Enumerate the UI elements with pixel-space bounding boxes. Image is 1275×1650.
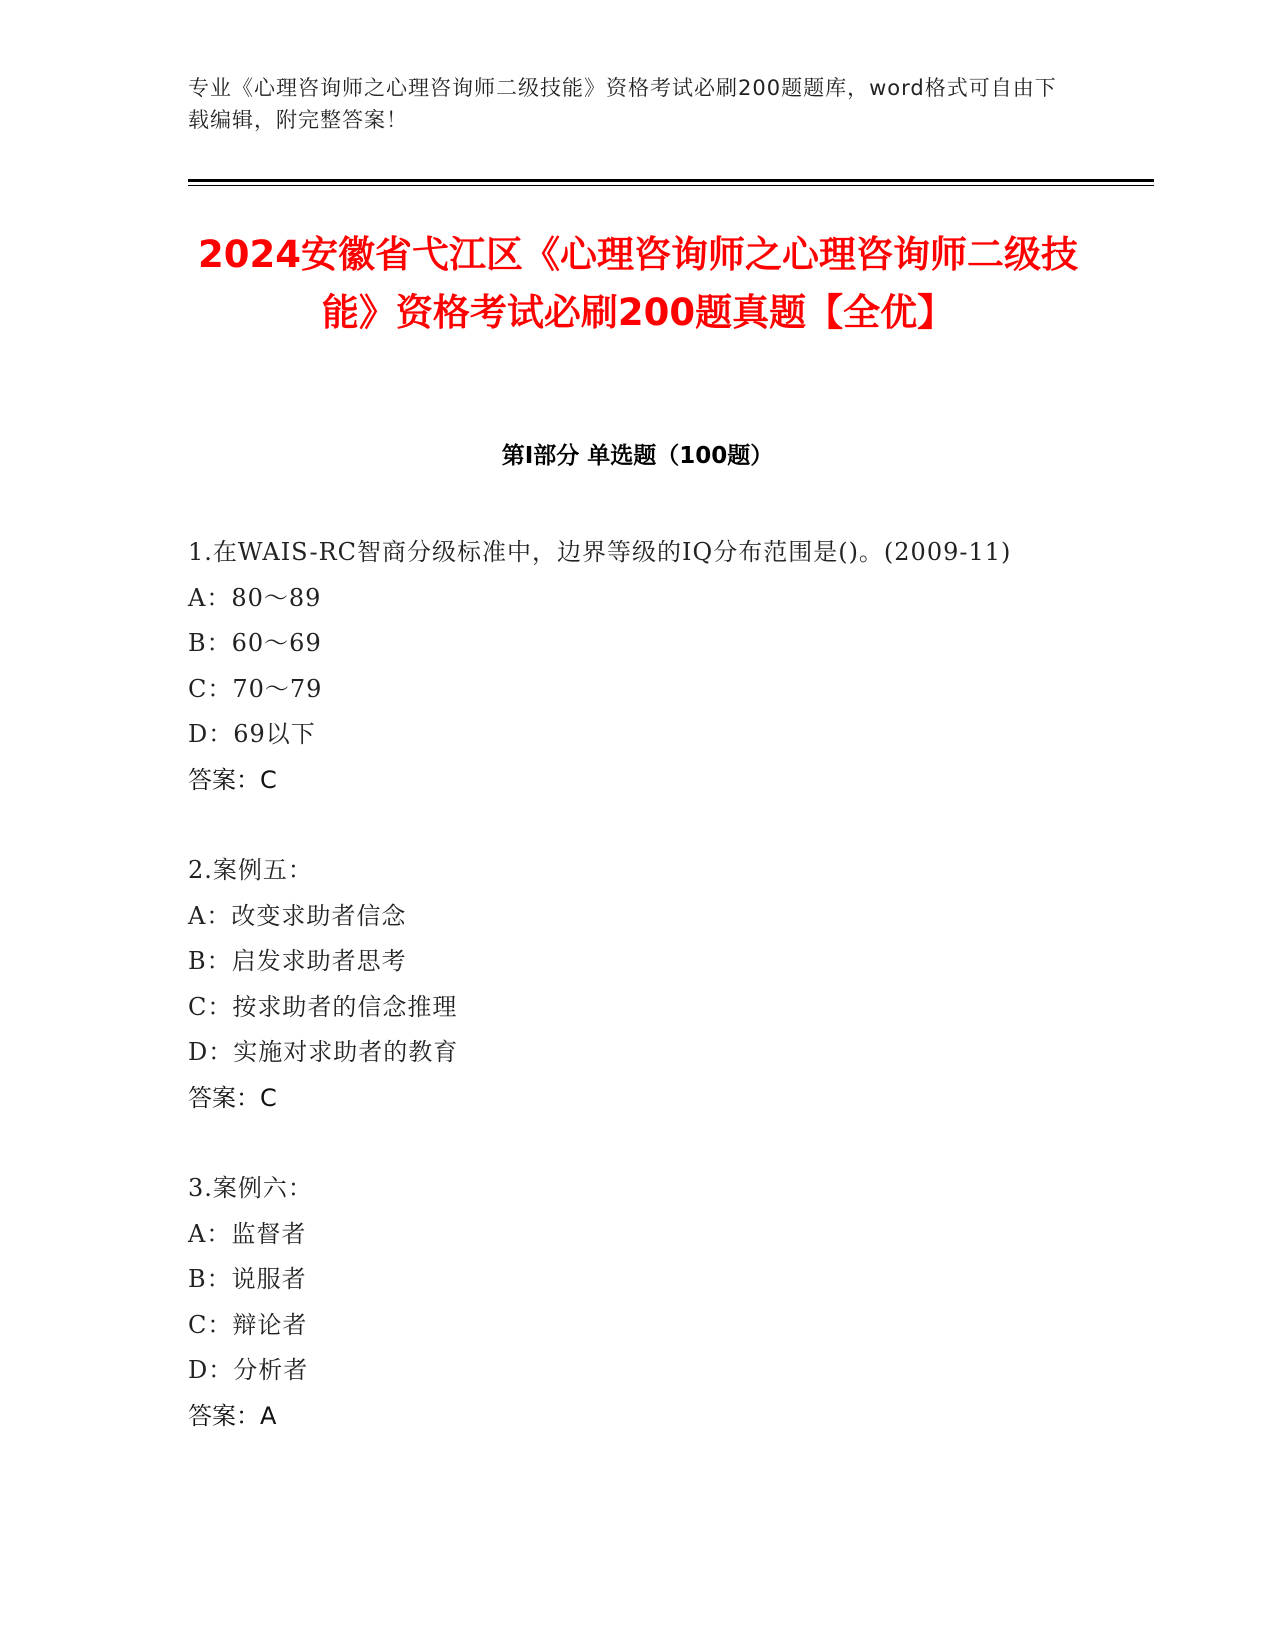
option-a: A：改变求助者信念: [188, 901, 407, 930]
option-b: B：启发求助者思考: [188, 947, 407, 975]
header-rule-thin: [188, 185, 1154, 186]
question-answer: 答案：C: [188, 1083, 277, 1112]
question-stem: 2.案例五：: [188, 856, 313, 884]
question-answer: 答案：A: [188, 1401, 277, 1430]
header-rule-thick: [188, 179, 1154, 182]
header-note: 专业《心理咨询师之心理咨询师二级技能》资格考试必刷200题题库，word格式可自由下载编辑，附完整答案！: [188, 76, 1057, 132]
question-item: [188, 530, 1078, 803]
option-a: A：监督者: [188, 1219, 307, 1248]
option-a: A：80～89: [188, 583, 322, 612]
section-title: 第Ⅰ部分 单选题（100题）: [501, 443, 774, 469]
option-b: B：说服者: [188, 1265, 307, 1293]
question-item: [188, 848, 1078, 1121]
option-c: C：辩论者: [188, 1310, 308, 1339]
question-answer: 答案：C: [188, 765, 277, 794]
option-d: D：实施对求助者的教育: [188, 1038, 459, 1066]
question-stem: 1.在WAIS-RC智商分级标准中，边界等级的IQ分布范围是()。(2009-11): [188, 538, 1012, 566]
option-b: B：60～69: [188, 629, 322, 657]
option-d: D：69以下: [188, 720, 316, 748]
question-stem: 3.案例六：: [188, 1174, 313, 1202]
option-c: C：按求助者的信念推理: [188, 992, 458, 1021]
option-c: C：70～79: [188, 674, 323, 703]
option-d: D：分析者: [188, 1356, 309, 1384]
question-item: [188, 1166, 1078, 1439]
document-title: 2024安徽省弋江区《心理咨询师之心理咨询师二级技能》资格考试必刷200题真题【全优】: [198, 233, 1078, 334]
question-list: [188, 530, 1078, 1439]
